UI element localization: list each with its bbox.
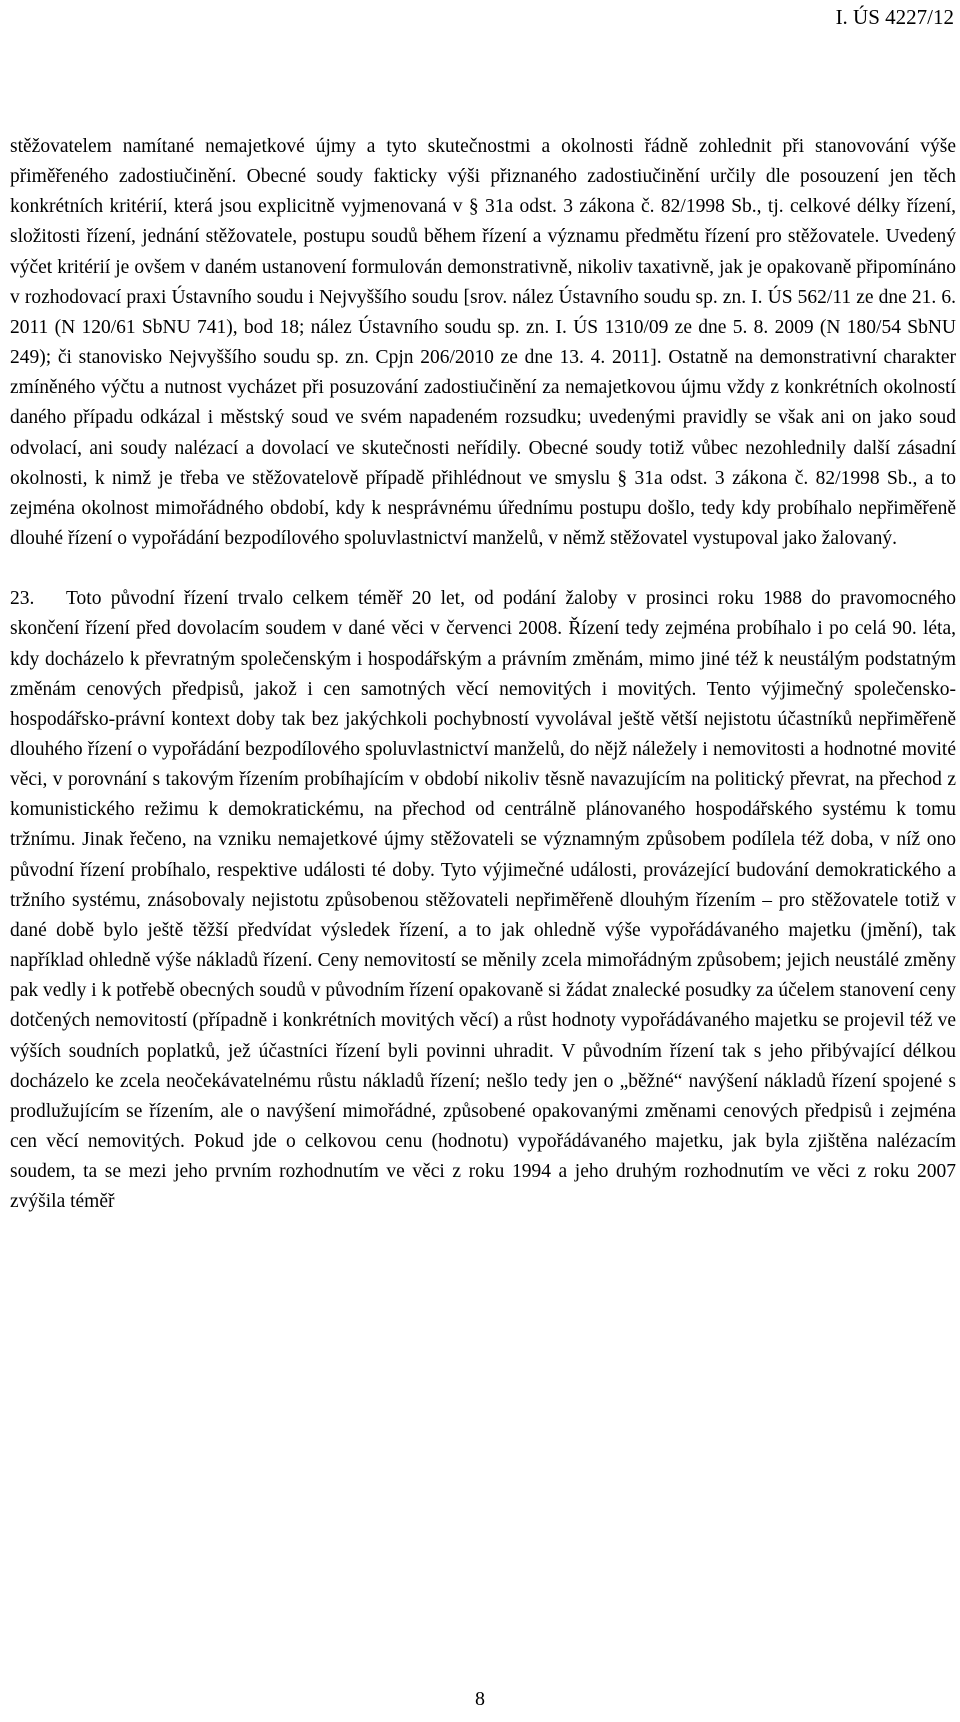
paragraph-number: 23.	[10, 588, 35, 610]
paragraph-continued	[10, 132, 956, 554]
body-text	[10, 132, 956, 1217]
paragraph-text: Toto původní řízení trvalo celkem téměř 20 let, od podání žaloby v prosinci roku 1988 do pravomocného skončení řízení před dovolacím soudem v dané věci v červenci 2008. Řízení tedy zejména probíhalo i po celá 90. léta, kdy docházelo k převratným společenským i hospodářským a právním změnám, mimo jiné též k neustálým podstatným změnám cenových předpisů, jakož i cen samotných věcí nemovitých i movitých. Tento výjimečný společensko-hospodářsko-právní kontext doby tak bez jakýchkoli pochybností vyvolával ještě větší nejistotu účastníků nepřiměřeně dlouhého řízení o vypořádání bezpodílového spoluvlastnictví manželů, do nějž náležely i nemovitosti a hodnotné movité věci, v porovnání s takovým řízením probíhajícím v období nikoliv těsně navazujícím na politický převrat, na přechod z komunistického režimu k demokratickému, na přechod od centrálně plánovaného hospodářského systému k tomu tržnímu. Jinak řečeno, na vzniku nemajetkové újmy stěžovateli se významným způsobem podílela též doba, v níž ono původní řízení probíhalo, respektive události té doby. Tyto výjimečné události, provázející budování demokratického a tržního systému, znásobovaly nejistotu způsobenou stěžovateli nepřiměřeně dlouhým řízením – pro stěžovatele totiž v dané době bylo ještě těžší předvídat výsledek řízení, a to jak ohledně výše vypořádávaného majetku (jmění), tak například ohledně výše nákladů řízení. Ceny nemovitostí se měnily zcela mimořádným způsobem; jejich neustálé změny pak vedly i k potřebě obecných soudů v původním řízení opakovaně si žádat znalecké posudky za účelem stanovení ceny dotčených nemovitostí (případně i konkrétních movitých věcí) a růst hodnoty vypořádávaného majetku se projevil též ve výších soudních poplatků, jež účastníci řízení byli povinni uhradit. V původním řízení tak s jeho přibývající délkou docházelo ke zcela neočekávatelnému růstu nákladů řízení; nešlo tedy jen o „běžné“ navýšení nákladů řízení spojené s prodlužujícím se řízením, ale o navýšení mimořádné, způsobené opakovanými změnami cenových předpisů i zejména cen věcí nemovitých. Pokud jde o celkovou cenu (hodnotu) vypořádávaného majetku, jak byla zjištěna nalézacím soudem, ta se mezi jeho prvním rozhodnutím ve věci z roku 1994 a jeho druhým rozhodnutím ve věci z roku 2007 zvýšila téměř	[10, 588, 956, 1213]
paragraph-text: stěžovatelem namítané nemajetkové újmy a tyto skutečnostmi a okolnosti řádně zohlednit při stanovování výše přiměřeného zadostiučinění. Obecné soudy fakticky výši přiznaného zadostiučinění určily dle posouzení jen těch konkrétních kritérií, která jsou explicitně vyjmenovaná v § 31a odst. 3 zákona č. 82/1998 Sb., tj. celkové délky řízení, složitosti řízení, jednání stěžovatele, postupu soudů během řízení a významu předmětu řízení pro stěžovatele. Uvedený výčet kritérií je ovšem v daném ustanovení formulován demonstrativně, nikoliv taxativně, jak je opakovaně připomínáno v rozhodovací praxi Ústavního soudu i Nejvyššího soudu [srov. nález Ústavního soudu sp. zn. I. ÚS 562/11 ze dne 21. 6. 2011 (N 120/61 SbNU 741), bod 18; nález Ústavního soudu sp. zn. I. ÚS 1310/09 ze dne 5. 8. 2009 (N 180/54 SbNU 249); či stanovisko Nejvyššího soudu sp. zn. Cpjn 206/2010 ze dne 13. 4. 2011]. Ostatně na demonstrativní charakter zmíněného výčtu a nutnost vycházet při posuzování zadostiučinění za nemajetkovou újmu vždy z konkrétních okolností daného případu odkázal i městský soud ve svém napadeném rozsudku; uvedenými pravidly se však ani on jako soud odvolací, ani soudy nalézací a dovolací ve skutečnosti neřídily. Obecné soudy totiž vůbec nezohlednily další zásadní okolnosti, k nimž je třeba ve stěžovatelově případě přihlédnout ve smyslu § 31a odst. 3 zákona č. 82/1998 Sb., a to zejména okolnost mimořádného období, kdy k nesprávnému úřednímu postupu došlo, tedy kdy probíhalo nepřiměřeně dlouhé řízení o vypořádání bezpodílového spoluvlastnictví manželů, v němž stěžovatel vystupoval jako žalovaný.	[10, 136, 956, 550]
case-number-header: I. ÚS 4227/12	[835, 5, 954, 29]
paragraph-23	[10, 584, 956, 1217]
page-number: 8	[475, 1688, 485, 1710]
